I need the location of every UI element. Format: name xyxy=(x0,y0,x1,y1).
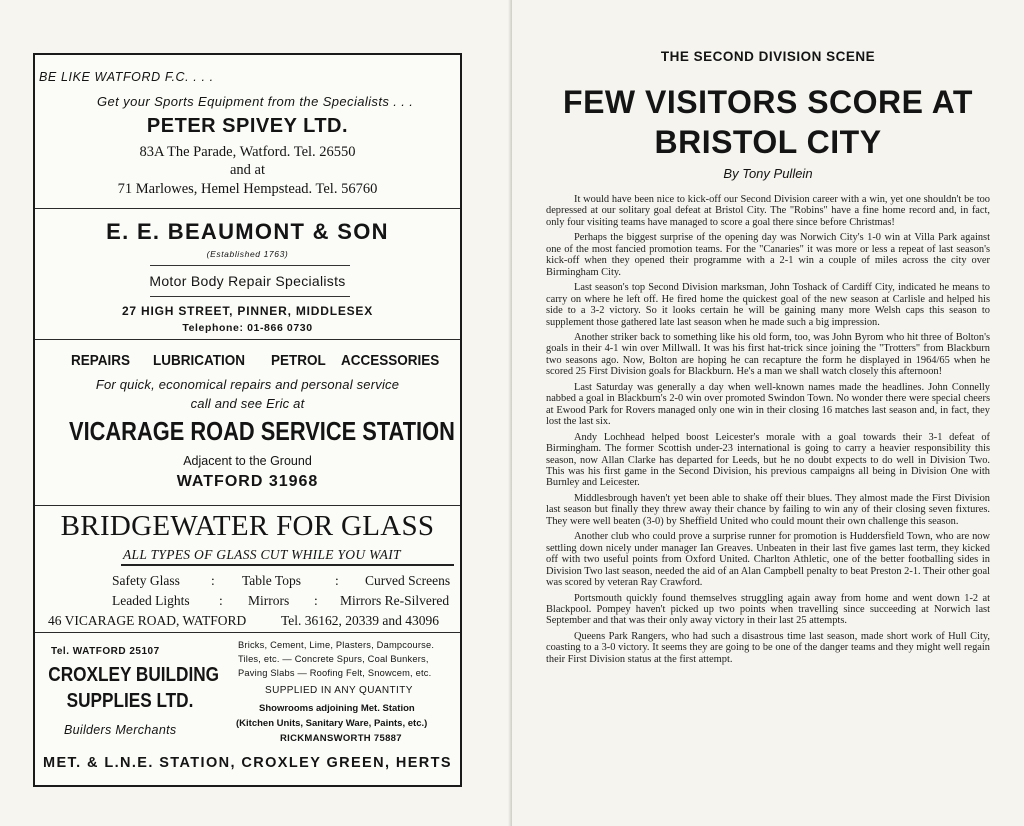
article-paragraph: Andy Lochhead helped boost Leicester's morale with a goal towards their 3-1 defeat of Birmingham. The former Scottish under-23 international is going to carry a heavier responsibility this season, now Allan Clarke has departed for Leeds, but he no doubt expects to do well in Division Two. This was his first game in the Second Division, his previous campaigns all being in Division One with Burnley and Leicester. xyxy=(546,431,990,489)
ad4-sep: : xyxy=(314,593,318,608)
article-paragraph: It would have been nice to kick-off our Second Division career with a win, yet one shouldn't be too depressed at our solitary goal defeat at Bristol City. The "Robins" have a fine home record and, in fact, only four visiting teams have managed to score a goal there since before Christmas! xyxy=(546,194,990,228)
ad5-trade: Builders Merchants xyxy=(64,723,177,737)
vicarage-road-service-station-ad xyxy=(35,340,460,505)
ad5-company-line-1: CROXLEY BUILDING xyxy=(48,664,220,686)
ad3-service-repairs: REPAIRS xyxy=(71,352,131,369)
ad1-tagline: BE LIKE WATFORD F.C. . . . xyxy=(39,70,214,84)
ad4-item-leaded-lights: Leaded Lights xyxy=(112,593,190,608)
ad1-and-at: and at xyxy=(229,162,266,178)
ad2-telephone: Telephone: 01-866 0730 xyxy=(182,322,313,334)
ad4-item-curved-screens: Curved Screens xyxy=(365,573,451,588)
bridgewater-glass-ad xyxy=(35,506,460,633)
ad2-company: E. E. BEAUMONT & SON xyxy=(106,219,389,244)
right-page xyxy=(512,0,1024,826)
ad5-rickmansworth: RICKMANSWORTH 75887 xyxy=(280,733,402,744)
beaumont-ad xyxy=(35,209,460,339)
article-body xyxy=(546,194,990,789)
divider xyxy=(150,265,350,266)
subtitle-underline xyxy=(121,564,454,566)
ad4-item-table-tops: Table Tops xyxy=(242,573,301,588)
divider xyxy=(35,632,460,633)
ad3-service-petrol: PETROL xyxy=(271,352,326,369)
ad3-line-1: For quick, economical repairs and personal service xyxy=(95,377,400,392)
ad4-title: BRIDGEWATER FOR GLASS xyxy=(60,510,435,542)
headline-line-2: BRISTOL CITY xyxy=(654,124,882,160)
ad4-sep: : xyxy=(211,573,215,588)
peter-spivey-ad xyxy=(35,55,460,208)
ad4-item-mirrors-resilvered: Mirrors Re-Silvered xyxy=(340,593,450,608)
ad2-specialty: Motor Body Repair Specialists xyxy=(149,273,346,289)
article-paragraph: Queens Park Rangers, who had such a disastrous time last season, made short work of Hull City, coasting to a 3-0 victory. It seems they are going to be one of the danger teams and they might well regain their First Division status at the first attempt. xyxy=(546,630,990,665)
ad3-service-accessories: ACCESSORIES xyxy=(341,352,440,369)
ad1-address-1: 83A The Parade, Watford. Tel. 26550 xyxy=(139,144,356,160)
article-paragraph: Last season's top Second Division marksman, John Toshack of Cardiff City, indicated he means to carry on where he left off. He fired home the quickest goal of the new season at Carlisle and helped his side to a 3-2 victory. So it looks certain he will be gaining many more Welsh caps this season to supplement those gathered late last season when he made such a big impression. xyxy=(546,282,990,328)
article-paragraph: Portsmouth quickly found themselves struggling again away from home and went down 1-2 at Blackpool. Pompey haven't picked up two points when travelling since succeeding at Norwich last September and that was their only away victory in their last 25 attempts. xyxy=(546,592,990,627)
ad4-sep: : xyxy=(219,593,223,608)
article-paragraph: Perhaps the biggest surprise of the opening day was Norwich City's 1-0 win at Villa Park against one of the most fancied promotion teams. For the "Canaries" it was more or less a repeat of last season's kick-off when they opened their programme with a 2-1 win a couple of miles across the city over Birmingham City. xyxy=(546,232,990,278)
ad5-tel: Tel. WATFORD 25107 xyxy=(51,646,160,657)
ad1-address-2: 71 Marlowes, Hemel Hempstead. Tel. 56760 xyxy=(117,181,378,197)
article-paragraph: Middlesbrough haven't yet been able to shake off their blues. They almost made the First Division last season but finally they threw away their chance by failing to win any of their closing seven fixtures. They were well beaten (3-0) by Sheffield United who could mount their own challenge this season. xyxy=(546,492,990,527)
ad4-subtitle: ALL TYPES OF GLASS CUT WHILE YOU WAIT xyxy=(123,547,401,562)
headline-line-1: FEW VISITORS SCORE AT xyxy=(563,84,973,120)
ad3-phone: WATFORD 31968 xyxy=(176,473,319,490)
ad5-showrooms-2: (Kitchen Units, Sanitary Ware, Paints, etc.) xyxy=(236,718,428,729)
ad5-products-2: Tiles, etc. — Concrete Spurs, Coal Bunkers, xyxy=(238,654,429,664)
ad4-address: 46 VICARAGE ROAD, WATFORD xyxy=(48,613,247,628)
ad5-products-1: Bricks, Cement, Lime, Plasters, Dampcourse. xyxy=(238,640,435,650)
byline: By Tony Pullein xyxy=(723,166,813,181)
ad4-tel: Tel. 36162, 20339 and 43096 xyxy=(281,613,440,628)
ad1-subline: Get your Sports Equipment from the Specialists . . . xyxy=(97,94,414,109)
article-paragraph: Last Saturday was generally a day when well-known names made the headlines. John Connelly nabbed a goal in Blackburn's 2-0 win over promoted Swindon Town. No wonder there were special cheers at Ewood Park for Rovers managed only one win in their closing 16 matches last season and, in fact, they lost the last six. xyxy=(546,381,990,428)
ad1-company: PETER SPIVEY LTD. xyxy=(146,115,349,137)
ad5-quantity: SUPPLIED IN ANY QUANTITY xyxy=(265,685,413,696)
ad5-footer: MET. & L.N.E. STATION, CROXLEY GREEN, HERTS xyxy=(42,755,453,771)
ad5-showrooms-1: Showrooms adjoining Met. Station xyxy=(259,703,415,714)
ad4-sep: : xyxy=(335,573,339,588)
section-kicker: THE SECOND DIVISION SCENE xyxy=(660,49,876,64)
ad3-station-name: VICARAGE ROAD SERVICE STATION xyxy=(69,416,455,446)
croxley-building-supplies-ad xyxy=(35,634,460,787)
ad3-line-2: call and see Eric at xyxy=(190,396,305,411)
article-paragraph: Another club who could prove a surprise runner for promotion is Huddersfield Town, who are now settling down nicely under manager Ian Greaves. Unbeaten in their last five games last term, they kicked off with two useful points from Oxford United. Charlton Athletic, one of the better footballing sides in Division Two last season, needed the aid of an Alan Campbell penalty to beat Preston 2-1. Their other goal was scored by veteran Ray Crawford. xyxy=(546,531,990,589)
ad4-item-mirrors: Mirrors xyxy=(248,593,290,608)
divider xyxy=(150,296,350,297)
ad5-products-3: Paving Slabs — Roofing Felt, Snowcem, etc. xyxy=(238,668,432,678)
ad3-service-lubrication: LUBRICATION xyxy=(153,352,245,369)
advertisements-panel xyxy=(33,53,462,787)
ad5-company-line-2: SUPPLIES LTD. xyxy=(66,690,194,712)
ad4-item-safety-glass: Safety Glass xyxy=(112,573,180,588)
article-paragraph: Another striker back to something like his old form, too, was John Byrom who hit three of Bolton's goals in their 4-1 win over Millwall. It was his first hat-trick since joining the "Trotters" from Blackburn two seasons ago. Now, Bolton are hoping he can recapture the form he displayed in 1964/65 when he scored 25 First Division goals for Blackburn. He's a man we shall watch closely this afternoon! xyxy=(546,331,990,378)
ad3-location: Adjacent to the Ground xyxy=(183,454,312,468)
ad2-established: (Established 1763) xyxy=(206,249,289,259)
ad2-address: 27 HIGH STREET, PINNER, MIDDLESEX xyxy=(121,304,374,318)
